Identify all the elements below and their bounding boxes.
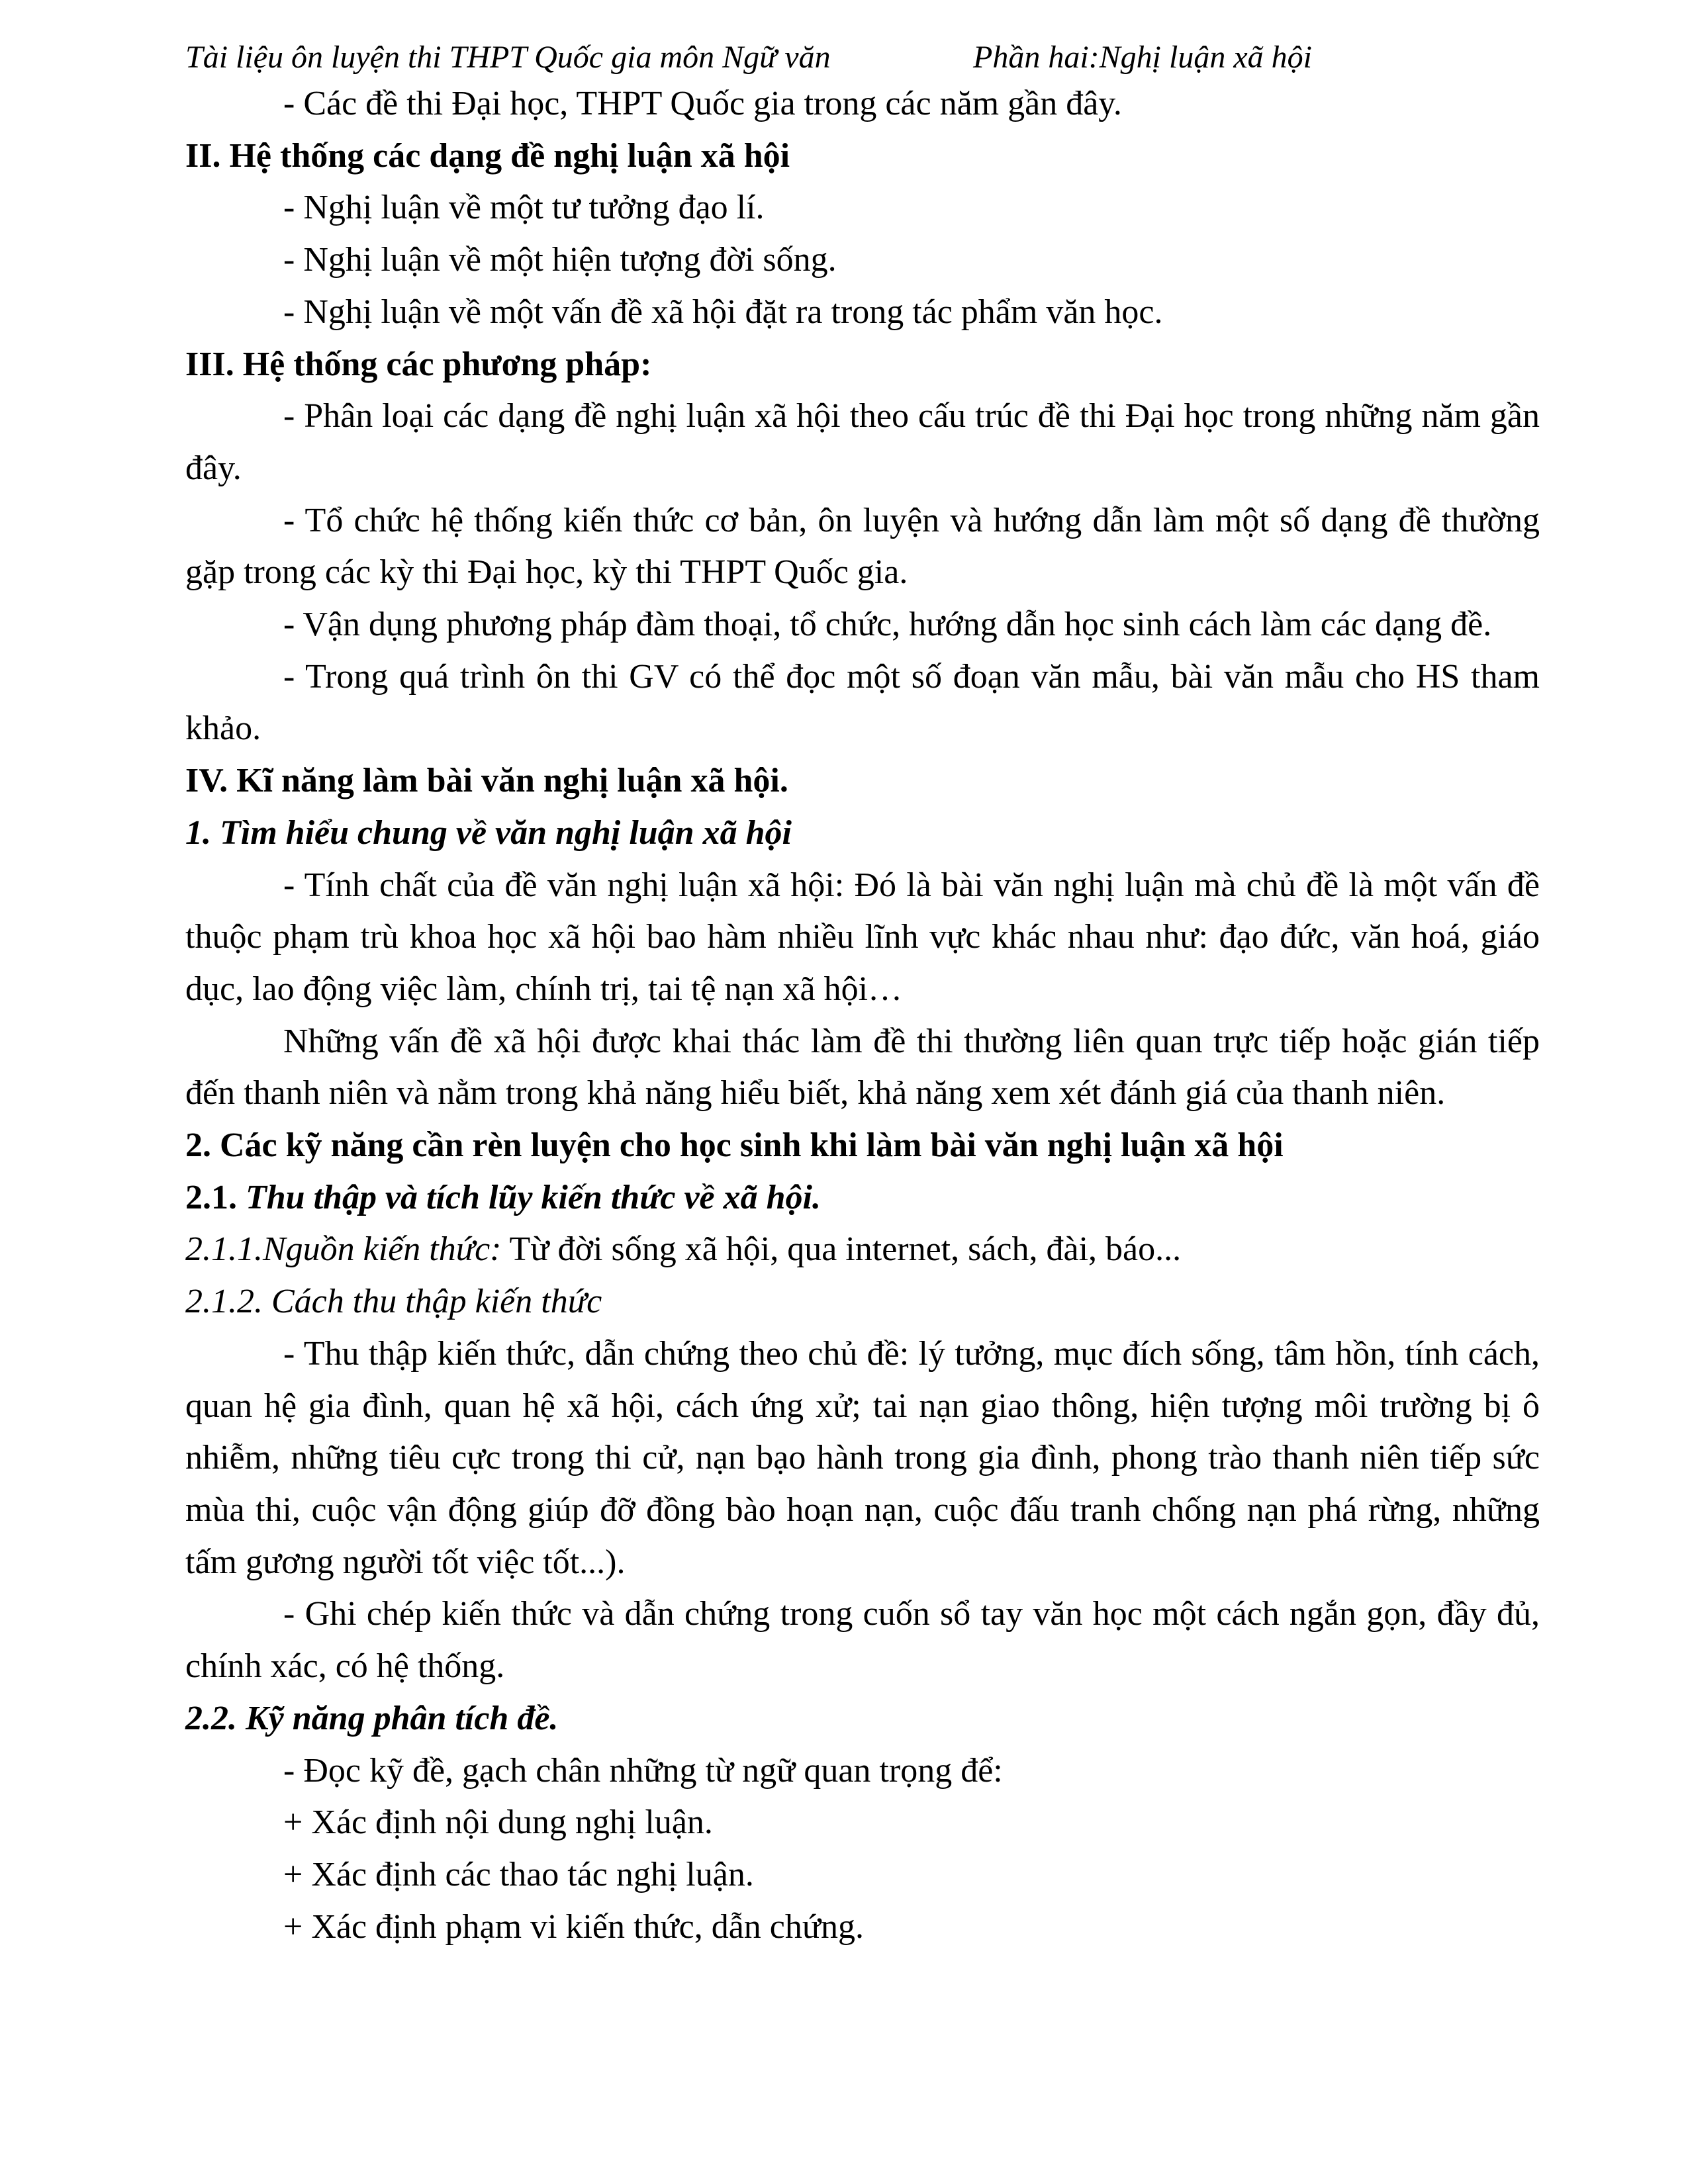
header-document-title: Tài liệu ôn luyện thi THPT Quốc gia môn Ngữ văn [185,40,831,75]
paragraph-2-1-1-text: Từ đời sống xã hội, qua internet, sách, đài, báo... [501,1230,1182,1269]
plus-item-scope: + Xác định phạm vi kiến thức, dẫn chứng. [283,1907,865,1946]
subheading-2-1 [185,1172,1540,1224]
subheading-2-1-2: 2.1.2. Cách thu thập kiến thức [185,1283,602,1321]
subheading-2-2: 2.2. Kỹ năng phân tích đề. [185,1699,559,1737]
subheading-2-1-1: 2.1.1.Nguồn kiến thức: [185,1230,502,1269]
bullet-method-samples: - Trong quá trình ôn thi GV có thể đọc một số đoạn văn mẫu, bài văn mẫu cho HS tham khảo. [185,657,1540,748]
bullet-method-classify: - Phân loại các dạng đề nghị luận xã hội theo cấu trúc đề thi Đại học trong những năm gần đây. [185,397,1540,487]
bullet-take-notes: - Ghi chép kiến thức và dẫn chứng trong cuốn sổ tay văn học một cách ngắn gọn, đầy đủ, chính xác, có hệ thống. [185,1595,1540,1686]
bullet-type-phenomenon: - Nghị luận về một hiện tượng đời sống. [283,241,837,279]
document-body [185,78,1540,1953]
section-heading-iii: III. Hệ thống các phương pháp: [185,345,652,383]
bullet-collect-knowledge: - Thu thập kiến thức, dẫn chứng theo chủ đề: lý tưởng, mục đích sống, tâm hồn, tính cách, quan hệ gia đình, quan hệ xã hội, cách ứng xử; tai nạn giao thông, hiện tượng môi trường bị ô nhiễm, những tiêu cực trong thi cử, nạn bạo hành trong gia đình, phong trào thanh niên tiếp sức mùa thi, cuộc vận động giúp đỡ đồng bào hoạn nạn, cuộc đấu tranh chống nạn phá rừng, những tấm gương người tốt việc tốt...). [185,1334,1540,1581]
subheading-2-1-number: 2.1. [185,1178,237,1216]
bullet-exam-sources: - Các đề thi Đại học, THPT Quốc gia trong các năm gần đây. [283,85,1122,122]
running-header [185,34,1542,81]
bullet-read-topic: - Đọc kỹ đề, gạch chân những từ ngữ quan trọng để: [283,1751,1003,1790]
section-heading-ii: II. Hệ thống các dạng đề nghị luận xã hội [185,136,790,175]
subheading-1: 1. Tìm hiểu chung về văn nghị luận xã hội [185,813,792,852]
subheading-2: 2. Các kỹ năng cần rèn luyện cho học sinh khi làm bài văn nghị luận xã hội [185,1126,1284,1165]
bullet-type-moral: - Nghị luận về một tư tưởng đạo lí. [283,189,765,227]
subheading-2-1-title: Thu thập và tích lũy kiến thức về xã hội. [237,1178,821,1216]
bullet-method-dialogue: - Vận dụng phương pháp đàm thoại, tổ chức, hướng dẫn học sinh cách làm các dạng đề. [283,606,1492,644]
section-heading-iv: IV. Kĩ năng làm bài văn nghị luận xã hội. [185,762,788,800]
plus-item-content: + Xác định nội dung nghị luận. [283,1803,713,1842]
paragraph-nature: - Tính chất của đề văn nghị luận xã hội: Đó là bài văn nghị luận mà chủ đề là một vấn đề thuộc phạm trù khoa học xã hội bao hàm nhiều lĩnh vực khác nhau như: đạo đức, văn hoá, giáo dục, lao động việc làm, chính trị, tai tệ nạn xã hội… [185,866,1540,1008]
paragraph-youth-issues: Những vấn đề xã hội được khai thác làm đề thi thường liên quan trực tiếp hoặc gián tiếp đến thanh niên và nằm trong khả năng hiểu biết, khả năng xem xét đánh giá của thanh niên. [185,1022,1540,1113]
bullet-method-organize: - Tổ chức hệ thống kiến thức cơ bản, ôn luyện và hướng dẫn làm một số dạng đề thường gặp trong các kỳ thi Đại học, kỳ thi THPT Quốc gia. [185,501,1540,592]
header-section-title: Phần hai:Nghị luận xã hội [973,40,1312,75]
paragraph-2-1-1 [185,1224,1540,1276]
bullet-type-literary: - Nghị luận về một vấn đề xã hội đặt ra trong tác phẩm văn học. [283,293,1163,331]
plus-item-operations: + Xác định các thao tác nghị luận. [283,1855,754,1893]
